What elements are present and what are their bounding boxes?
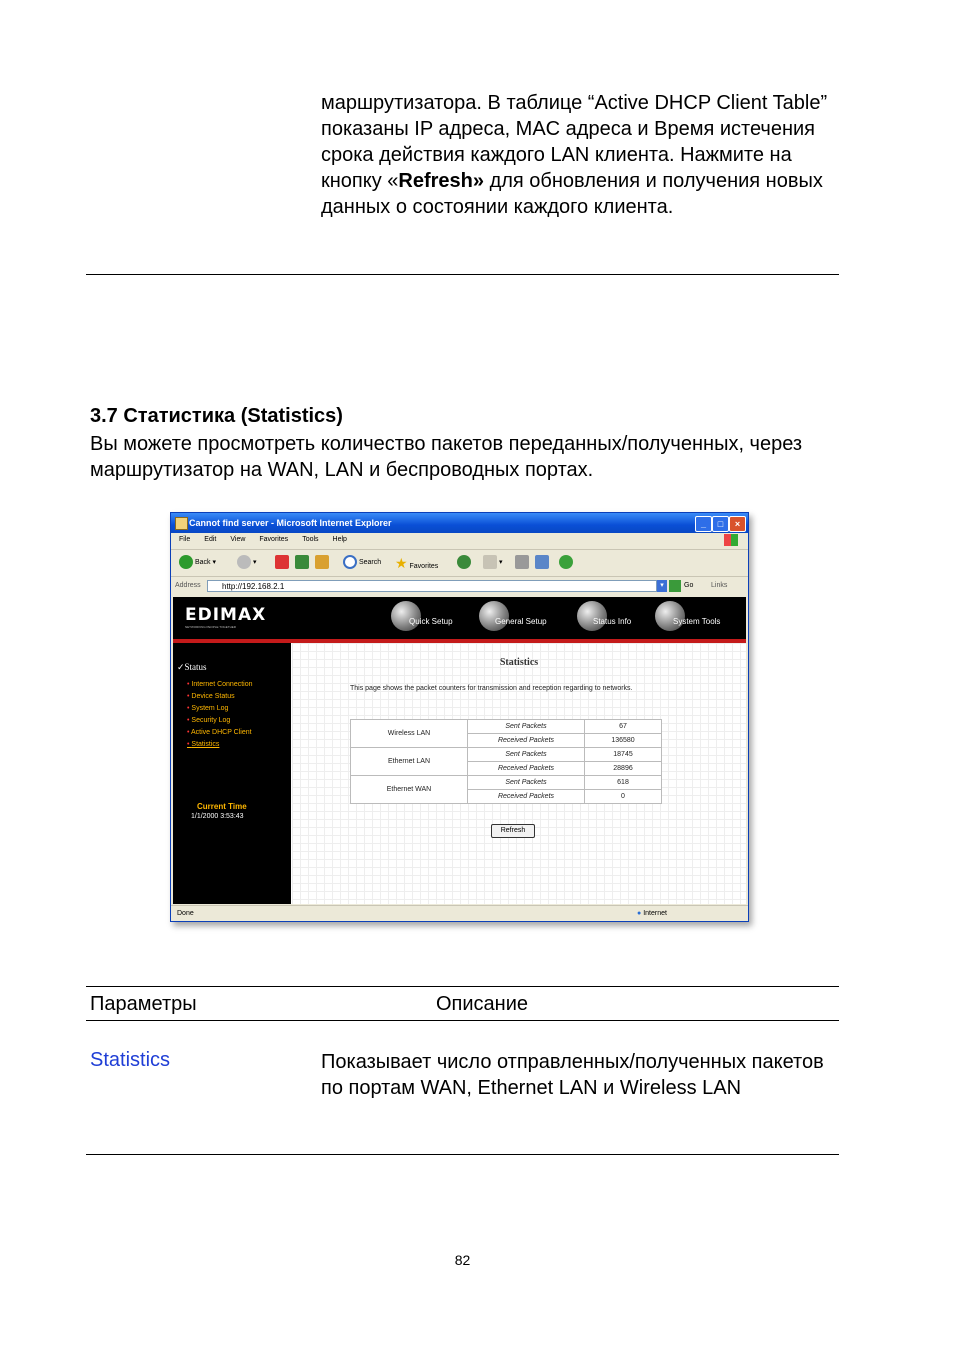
received-label: Received Packets <box>468 790 585 804</box>
sent-label: Sent Packets <box>468 748 585 762</box>
general-setup-globe-icon <box>479 601 509 631</box>
go-label[interactable]: Go <box>684 582 694 589</box>
param-name-statistics[interactable]: Statistics <box>90 1049 171 1071</box>
browser-screenshot <box>170 512 749 922</box>
intro-paragraph <box>321 90 841 220</box>
address-label: Address <box>175 582 201 589</box>
globe-icon: ● <box>637 910 642 917</box>
nav-system-tools[interactable]: System Tools <box>673 617 721 626</box>
edimax-logo: EDIMAX <box>185 605 267 625</box>
sent-label: Sent Packets <box>468 720 585 734</box>
sidebar-status-heading[interactable]: ✓Status <box>177 662 207 672</box>
status-done: Done <box>177 910 194 917</box>
router-main-panel <box>292 643 746 904</box>
sidebar-item-security-log[interactable]: • Security Log <box>187 715 230 727</box>
nav-status-info[interactable]: Status Info <box>593 617 632 626</box>
address-bar <box>171 577 748 595</box>
back-button[interactable]: Back ▾ <box>179 555 216 571</box>
menu-edit[interactable]: Edit <box>204 536 217 543</box>
home-button[interactable] <box>315 555 329 571</box>
status-internet: ● Internet <box>637 910 667 917</box>
statistics-title: Statistics <box>499 657 539 668</box>
back-arrow-icon <box>179 555 193 569</box>
close-icon[interactable]: × <box>729 516 746 532</box>
table-bottom-rule <box>86 1154 839 1155</box>
quick-setup-globe-icon <box>391 601 421 631</box>
router-banner <box>173 597 746 639</box>
history-icon <box>457 555 471 569</box>
menu-view[interactable]: View <box>230 536 246 543</box>
section-heading: 3.7 Статистика (Statistics) <box>90 405 343 427</box>
stop-icon <box>275 555 289 569</box>
forward-arrow-icon <box>237 555 251 569</box>
menu-favorites[interactable]: Favorites <box>259 536 289 543</box>
messenger-button[interactable] <box>559 555 573 571</box>
browser-title: Cannot find server - Microsoft Internet Explorer <box>189 518 392 528</box>
table-header-parameters: Параметры <box>90 993 197 1015</box>
system-tools-globe-icon <box>655 601 685 631</box>
sidebar-item-system-log[interactable]: • System Log <box>187 703 228 715</box>
edit-icon <box>535 555 549 569</box>
nav-general-setup[interactable]: General Setup <box>495 617 547 626</box>
history-button[interactable] <box>457 555 471 571</box>
edimax-tagline: NETWORKING PEOPLE TOGETHER <box>185 625 236 629</box>
received-value: 28896 <box>585 762 662 776</box>
refresh-button[interactable]: Refresh <box>491 824 535 838</box>
print-icon <box>515 555 529 569</box>
table-row <box>351 720 662 734</box>
sidebar-item-device-status[interactable]: • Device Status <box>187 691 235 703</box>
browser-statusbar <box>171 905 748 922</box>
search-icon <box>343 555 357 569</box>
minimize-icon[interactable]: _ <box>695 516 712 532</box>
favorites-label: Favorites <box>409 563 439 570</box>
port-name: Ethernet LAN <box>351 748 468 776</box>
go-arrow-icon[interactable] <box>669 580 681 592</box>
intro-text-before: маршрутизатора. В таблице “Active DHCP Client Table” показаны IP адреса, MAC адреса и Время истечения срока действия каждого LAN клиента. Нажмите на кнопку « <box>321 92 828 192</box>
edit-button[interactable] <box>535 555 549 571</box>
divider-top <box>86 274 839 275</box>
star-icon: ★ <box>395 555 408 571</box>
param-description-statistics: Показывает число отправленных/полученных пакетов по портам WAN, Ethernet LAN и Wireless LAN <box>321 1051 824 1099</box>
received-value: 0 <box>585 790 662 804</box>
current-time-value: 1/1/2000 3:53:43 <box>191 813 244 820</box>
table-row <box>351 748 662 762</box>
menu-tools[interactable]: Tools <box>302 536 319 543</box>
refresh-icon <box>295 555 309 569</box>
table-row <box>351 776 662 790</box>
browser-menubar <box>171 533 748 547</box>
browser-toolbar <box>171 549 748 577</box>
status-info-globe-icon <box>577 601 607 631</box>
address-input[interactable]: http://192.168.2.1 <box>207 580 657 592</box>
section-text: Вы можете просмотреть количество пакетов переданных/полученных, через маршрутизатор на WAN, LAN и беспроводных портах. <box>90 433 803 481</box>
search-button[interactable] <box>343 555 381 571</box>
statistics-description: This page shows the packet counters for transmission and reception regarding to networks. <box>350 685 633 692</box>
sent-value: 18745 <box>585 748 662 762</box>
sidebar-item-active-dhcp-client[interactable]: • Active DHCP Client <box>187 727 252 739</box>
maximize-icon[interactable]: □ <box>712 516 729 532</box>
links-label[interactable]: Links <box>711 582 728 589</box>
print-button[interactable] <box>515 555 529 571</box>
sent-value: 618 <box>585 776 662 790</box>
sent-label: Sent Packets <box>468 776 585 790</box>
back-label: Back <box>194 559 211 566</box>
intro-bold-refresh: Refresh» <box>398 170 485 192</box>
received-value: 136580 <box>585 734 662 748</box>
table-header-description: Описание <box>436 993 529 1015</box>
sidebar-item-internet-connection[interactable]: • Internet Connection <box>187 679 253 691</box>
received-label: Received Packets <box>468 734 585 748</box>
router-page <box>173 597 746 904</box>
page-number: 82 <box>454 1252 471 1268</box>
address-dropdown-icon[interactable]: ▾ <box>657 580 667 592</box>
refresh-toolbar-button[interactable] <box>295 555 309 571</box>
mail-button[interactable]: ▾ <box>483 555 502 571</box>
statistics-table <box>350 719 662 804</box>
table-top-rule <box>86 986 839 987</box>
menu-help[interactable]: Help <box>332 536 347 543</box>
mail-icon <box>483 555 497 569</box>
browser-titlebar <box>171 513 748 533</box>
intro-text-after: для обновления и получения новых данных о состоянии каждого клиента. <box>321 170 823 218</box>
stop-button[interactable] <box>275 555 289 571</box>
port-name: Wireless LAN <box>351 720 468 748</box>
current-time-label: Current Time <box>197 802 247 811</box>
windows-logo-icon <box>724 534 738 546</box>
port-name: Ethernet WAN <box>351 776 468 804</box>
messenger-icon <box>559 555 573 569</box>
nav-quick-setup[interactable]: Quick Setup <box>409 617 453 626</box>
sidebar-item-statistics[interactable]: • Statistics <box>187 739 219 751</box>
received-label: Received Packets <box>468 762 585 776</box>
forward-button[interactable]: ▾ <box>237 555 256 571</box>
table-header-rule <box>86 1020 839 1021</box>
ie-page-icon <box>175 517 188 530</box>
home-icon <box>315 555 329 569</box>
favorites-button[interactable] <box>395 555 438 571</box>
search-label: Search <box>358 559 382 566</box>
menu-file[interactable]: File <box>179 536 191 543</box>
router-sidebar <box>173 643 291 904</box>
sent-value: 67 <box>585 720 662 734</box>
